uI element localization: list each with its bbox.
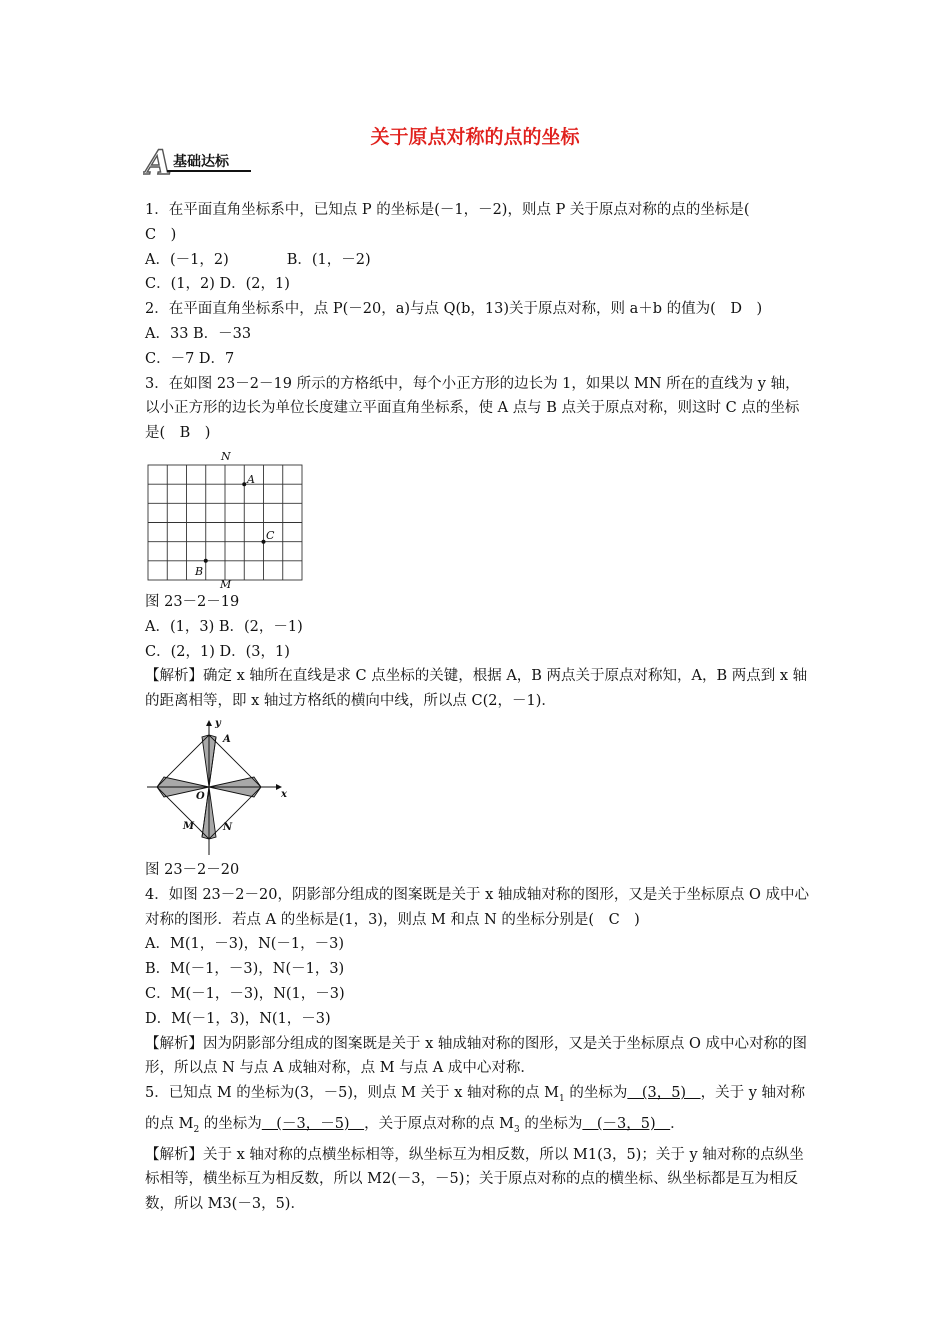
badge-letter: A xyxy=(145,144,172,178)
q4-option-a: A．M(1，－3)，N(－1，－3) xyxy=(145,936,345,953)
label-n2: N xyxy=(223,821,233,833)
label-y: y xyxy=(215,717,221,729)
q4-option-c: C．M(－1，－3)，N(1，－3) xyxy=(145,985,345,1002)
q5-analysis: 【解析】关于 x 轴对称的点横坐标相等，纵坐标互为相反数，所以 M1(3，5)；关于 y 轴对称的点纵坐标相等，横坐标互为相反数，所以 M2(－3，－5)；关于原点对称的点的横坐标、纵坐标都是互为相反数，所以 M3(－3，5)． xyxy=(145,1146,804,1213)
label-x: x xyxy=(281,788,287,800)
label-o: O xyxy=(196,790,205,802)
point-b xyxy=(204,559,208,563)
q5-blank-2: (－3，－5) xyxy=(261,1115,365,1132)
q4-option-d: D．M(－1，3)，N(1，－3) xyxy=(145,1010,331,1027)
q5-blank-1: (3，5) xyxy=(627,1085,701,1102)
label-m2: M xyxy=(183,820,195,832)
label-a2: A xyxy=(223,733,231,745)
shade-top-left xyxy=(202,735,209,787)
q4-option-b: B．M(－1，－3)，N(－1，3) xyxy=(145,961,345,978)
q3-option-ab: A．(1，3) B．(2，－1) xyxy=(145,618,303,635)
q1-stem: 1．在平面直角坐标系中，已知点 P 的坐标是(－1，－2)，则点 P 关于原点对称的点的坐标是( xyxy=(145,202,750,218)
shade-right-lower xyxy=(209,787,261,797)
figure-23-2-19 xyxy=(145,449,315,589)
q4-figure-caption: 图 23－2－20 xyxy=(145,861,240,878)
q1-answer: C ) xyxy=(145,226,177,243)
badge-label: 基础达标 xyxy=(173,154,229,170)
q2-stem: 2．在平面直角坐标系中，点 P(－20，a)与点 Q(b，13)关于原点对称，则 a＋b 的值为( D ) xyxy=(145,301,763,318)
q2-option-ab: A．33 B．－33 xyxy=(145,325,252,342)
label-m: M xyxy=(220,577,232,589)
point-c xyxy=(262,540,266,544)
question-list xyxy=(145,198,810,1217)
q3-analysis: 【解析】确定 x 轴所在直线是求 C 点坐标的关键，根据 A，B 两点关于原点对称知，A，B 两点到 x 轴的距离相等，即 x 轴过方格纸的横向中线，所以点 C(2，－1)． xyxy=(145,668,808,710)
point-a xyxy=(242,482,246,486)
shade-n xyxy=(209,787,216,839)
label-b: B xyxy=(195,564,204,578)
q2-option-cd: C．－7 D．7 xyxy=(145,350,235,367)
q3-stem: 3．在如图 23－2－19 所示的方格纸中，每个小正方形的边长为 1，如果以 MN 所在的直线为 y 轴，以小正方形的边长为单位长度建立平面直角坐标系，使 A 点与 B 点关于原点对称，则这时 C 点的坐标是( B ) xyxy=(145,375,800,442)
shade-right-upper xyxy=(209,777,261,787)
shade-left-upper xyxy=(157,777,209,787)
label-c: C xyxy=(266,528,275,542)
q4-analysis: 【解析】因为阴影部分组成的图案既是关于 x 轴成轴对称的图形，又是关于坐标原点 O 成中心对称的图形，所以点 N 与点 A 成轴对称，点 M 与点 A 成中心对称． xyxy=(145,1035,807,1077)
q3-option-cd: C．(2，1) D．(3，1) xyxy=(145,643,290,660)
q5-stem: 5．已知点 M 的坐标为(3，－5)，则点 M 关于 x 轴对称的点 $M_1$ 的坐标为 (3，5) ，关于 y 轴对称的点 $M_2$ 的坐标为 (－3，－5) ，关于原点对称的点 $M_3$ 的坐标为 (－3，5) ． xyxy=(145,1085,806,1135)
label-a: A xyxy=(247,472,255,486)
page-title: 关于原点对称的点的坐标 xyxy=(370,126,580,148)
q3-figure-caption: 图 23－2－19 xyxy=(145,593,240,610)
figure-23-2-20 xyxy=(145,717,305,857)
label-n: N xyxy=(221,449,231,463)
q1-option-ab: A．(－1，2) B．(1，－2) xyxy=(145,251,371,268)
q5-blank-3: (－3，5) xyxy=(582,1115,671,1132)
q4-stem: 4．如图 23－2－20，阴影部分组成的图案既是关于 x 轴成轴对称的图形，又是关于坐标原点 O 成中心对称的图形．若点 A 的坐标是(1，3)，则点 M 和点 N 的坐标分别是( C ) xyxy=(145,886,809,928)
q1-option-cd: C．(1，2) D．(2，1) xyxy=(145,276,290,293)
section-badge xyxy=(143,144,255,178)
